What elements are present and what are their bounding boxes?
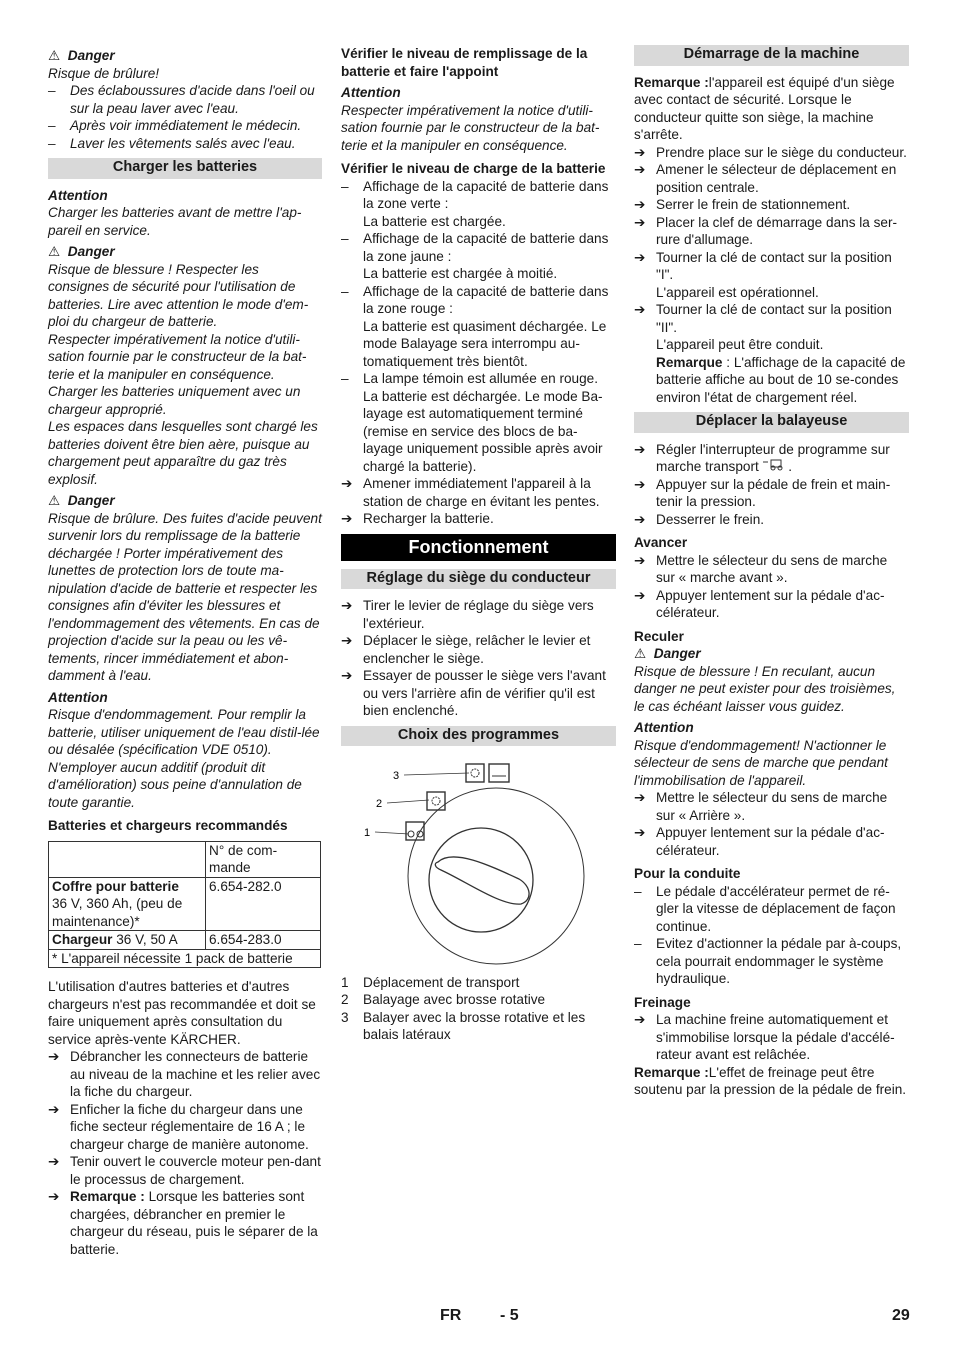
list-item: ➔ Mettre le sélecteur du sens de marche sur « marche avant ». (634, 552, 888, 585)
attention-text: Risque d'endommagement! N'actionner le sélecteur de sens de marche que pendant l'immobilisation de l'appareil. (634, 737, 888, 788)
danger-text: Risque de brûlure. Des fuites d'acide peuvent survenir lors du remplissage de la batterie déchargée ! Porter impérativement des lunettes de protection lors de toute ma-nipulation d'acide de batterie et respecter les consignes afin d'éviter les blessures et l'endommagement des vêtements. En cas de projection d'acide sur la peau ou les vê-tements, rincer immédiatement et abon-damment à l'eau. (48, 510, 322, 683)
column-1 (48, 43, 322, 1258)
attention-text: Risque d'endommagement. Pour remplir la batterie, utiliser uniquement de l'eau distil-lée ou désalée (spécification VDE 0510). N'employer aucun additif (produit dit d'amélioration) sous peine d'annulation de toute garantie. (48, 707, 320, 810)
table-cell: Chargeur 36 V, 50 A (49, 931, 206, 950)
danger-title: ⚠ Danger (48, 493, 115, 508)
subsection-title: Vérifier le niveau de charge de la batterie (341, 161, 606, 176)
brush-icon (427, 792, 445, 810)
table-note: * L'appareil nécessite 1 pack de batterie (49, 949, 321, 968)
table-heading: Batteries et chargeurs recommandés (48, 818, 288, 833)
list-item: ➔ Régler l'interrupteur de programme sur marche transport . (634, 441, 890, 474)
legend-item: 3 Balayer avec la brosse rotative et les balais latéraux (341, 1009, 586, 1042)
result-text: La batterie est chargée. (363, 213, 506, 229)
section-header: Réglage du siège du conducteur (341, 569, 616, 590)
table-row (49, 931, 321, 950)
list-item: ➔ Amener le sélecteur de déplacement en position centrale. (634, 162, 897, 195)
list-item: ➔ Déplacer le siège, relâcher le levier et enclencher le siège. (341, 633, 591, 666)
danger-text: Respecter impérativement la notice d'utili-sation fournie par le constructeur de la bat-terie et la manipuler en conséquence. (48, 331, 307, 382)
table-row (49, 841, 321, 877)
danger-title: ⚠ Danger (634, 646, 701, 661)
subsection-title: Avancer (634, 535, 688, 550)
figure-label: 3 (393, 770, 400, 782)
list-item: ➔ Amener immédiatement l'appareil à la station de charge en évitant les pentes. (341, 476, 600, 509)
chapter-title: Fonctionnement (341, 534, 616, 561)
result-text: La batterie est déchargée. Le mode Ba-layage est automatiquement terminé (remise en service des blocs de ba-layage uniquement possible après avoir chargé la batterie). (363, 388, 603, 474)
danger-text: Risque de brûlure! (48, 65, 160, 81)
column-2 (341, 43, 616, 1044)
table-cell: 6.654-283.0 (206, 931, 321, 950)
section-header: Démarrage de la machine (634, 45, 909, 66)
danger-text: Risque de blessure ! Respecter les consignes de sécurité pour l'utilisation de batteries. Lire avec attention le mode d'em-ploi du chargeur de batterie. (48, 261, 309, 329)
danger-text: Charger les batteries uniquement avec un chargeur approprié. (48, 384, 301, 417)
table-cell: N° de com-mande (206, 841, 321, 877)
table-row (49, 877, 321, 931)
subsection-title: Freinage (634, 994, 691, 1010)
warning-icon: ⚠ (634, 646, 647, 661)
list-item: ➔ Appuyer lentement sur la pédale d'ac-célérateur. (634, 825, 885, 858)
warning-icon: ⚠ (48, 48, 61, 63)
list-item: ➔ Tourner la clé de contact sur la position "I". (634, 249, 892, 282)
subsection-title: Vérifier le niveau de remplissage de la batterie et faire l'appoint (341, 46, 588, 79)
list-item: ➔ La machine freine automatiquement et s'immobilise lorsque la pédale d'accélé-rateur avant est relâchée. (634, 1012, 895, 1062)
list-item: ➔ Recharger la batterie. (341, 511, 494, 526)
attention-title: Attention (634, 720, 694, 735)
footer-page-local: - 5 (500, 1307, 519, 1324)
list-item: ➔ Tenir ouvert le couvercle moteur pen-dant le processus de chargement. (48, 1154, 321, 1187)
figure-label: 1 (364, 827, 371, 839)
list-item: ➔ Placer la clef de démarrage dans la ser-rure d'allumage. (634, 214, 898, 247)
program-selector-figure (341, 754, 616, 969)
list-item: ➔ Essayer de pousser le siège vers l'avant ou vers l'arrière afin de vérifier qu'il est bien enclenché. (341, 668, 606, 718)
list-item: ➔ Débrancher les connecteurs de batterie au niveau de la machine et les relier avec la fiche du chargeur. (48, 1049, 321, 1099)
result-text: L'appareil est opérationnel. (656, 284, 819, 300)
paragraph: L'utilisation d'autres batteries et d'autres chargeurs n'est pas recommandée et doit se faire uniquement après consultation du service après-vente KÄRCHER. (48, 979, 316, 1047)
danger-title: ⚠ Danger (48, 48, 115, 63)
list-item: ➔ Prendre place sur le siège du conducteur. (634, 144, 907, 160)
transport-icon (763, 459, 785, 471)
subsection-title: Reculer (634, 628, 684, 644)
list-item: – Laver les vêtements salés avec l'eau. (48, 135, 296, 151)
table-cell: 6.654-282.0 (206, 877, 321, 931)
list-item: ➔ Enficher la fiche du chargeur dans une fiche secteur réglementaire de 16 A ; le chargeur charge de manière autonome. (48, 1101, 309, 1152)
remark: Remarque :l'appareil est équipé d'un siège avec contact de sécurité. Lorsque le conducteur quitte son siège, la machine s'arrête. (634, 74, 895, 142)
table-row (49, 949, 321, 968)
list-item: ➔ Tirer le levier de réglage du siège vers l'extérieur. (341, 598, 594, 631)
list-item: ➔ Mettre le sélecteur du sens de marche sur « Arrière ». (634, 790, 888, 823)
list-item: – Affichage de la capacité de batterie dans la zone jaune : (341, 231, 609, 264)
warning-icon: ⚠ (48, 244, 61, 259)
result-text: La batterie est chargée à moitié. (363, 266, 558, 281)
danger-title: ⚠ Danger (48, 244, 115, 259)
section-header: Déplacer la balayeuse (634, 412, 909, 433)
attention-title: Attention (341, 85, 401, 100)
list-item: – Affichage de la capacité de batterie dans la zone rouge : (341, 283, 609, 316)
attention-title: Attention (48, 689, 108, 705)
footer-page-number: 29 (892, 1307, 910, 1324)
list-item: ➔ Appuyer sur la pédale de frein et main-tenir la pression. (634, 476, 891, 509)
danger-text: Risque de blessure ! En reculant, aucun danger ne peut exister pour des troisièmes, le cas échéant laisser vous guidez. (634, 663, 896, 714)
side-broom-icon (489, 764, 509, 782)
list-item: ➔ Appuyer lentement sur la pédale d'ac-célérateur. (634, 587, 885, 620)
figure-label: 2 (376, 798, 383, 810)
table-cell: Coffre pour batterie 36 V, 360 Ah, (peu de maintenance)* (49, 877, 206, 931)
attention-title: Attention (48, 187, 108, 203)
remark: Remarque :L'effet de freinage peut être soutenu par la pression de la pédale de frein. (634, 1064, 907, 1097)
attention-text: Charger les batteries avant de mettre l'ap-pareil en service. (48, 205, 302, 238)
subsection-title: Pour la conduite (634, 866, 741, 881)
list-item: – Des éclaboussures d'acide dans l'oeil ou sur la peau laver avec l'eau. (48, 83, 315, 116)
attention-text: Respecter impérativement la notice d'utili-sation fournie par le constructeur de la bat-terie et la manipuler en conséquence. (341, 102, 600, 153)
list-item: – La lampe témoin est allumée en rouge. (341, 371, 599, 386)
result-text: La batterie est quasiment déchargée. Le mode Balayage sera interrompu au-tomatiquement très bientôt. (363, 318, 607, 369)
footer-language: FR (440, 1307, 462, 1324)
battery-table (48, 841, 321, 969)
danger-text: Les espaces dans lesquelles sont chargé les batteries doivent être bien aère, puisque au chargement peut apparaître du gaz très explosif. (48, 419, 318, 487)
list-item: – Le pédale d'accélérateur permet de ré-gler la vitesse de déplacement de façon continue. (634, 883, 896, 934)
list-item: ➔ Serrer le frein de stationnement. (634, 197, 851, 212)
warning-icon: ⚠ (48, 493, 61, 508)
remark: Remarque : L'affichage de la capacité de batterie affiche au bout de 10 se-condes environ l'état de chargement réel. (656, 354, 906, 405)
section-header: Charger les batteries (48, 158, 322, 179)
list-item: ➔ Tourner la clé de contact sur la position "II". (634, 302, 892, 335)
list-item: – Evitez d'actionner la pédale par à-coups, cela pourrait endommager le système hydraulique. (634, 936, 902, 986)
legend-item: 1 Déplacement de transport (341, 974, 520, 990)
section-header: Choix des programmes (341, 726, 616, 747)
result-text: L'appareil peut être conduit. (656, 337, 824, 352)
list-item: ➔ Desserrer le frein. (634, 511, 765, 527)
list-item: – Après voir immédiatement le médecin. (48, 118, 302, 133)
column-3 (634, 43, 909, 1099)
list-item: – Affichage de la capacité de batterie dans la zone verte : (341, 178, 609, 211)
legend-item: 2 Balayage avec brosse rotative (341, 992, 546, 1007)
list-item: ➔ Remarque : Lorsque les batteries sont chargées, débrancher en premier le chargeur du réseau, puis le séparer de la batterie. (48, 1189, 318, 1257)
